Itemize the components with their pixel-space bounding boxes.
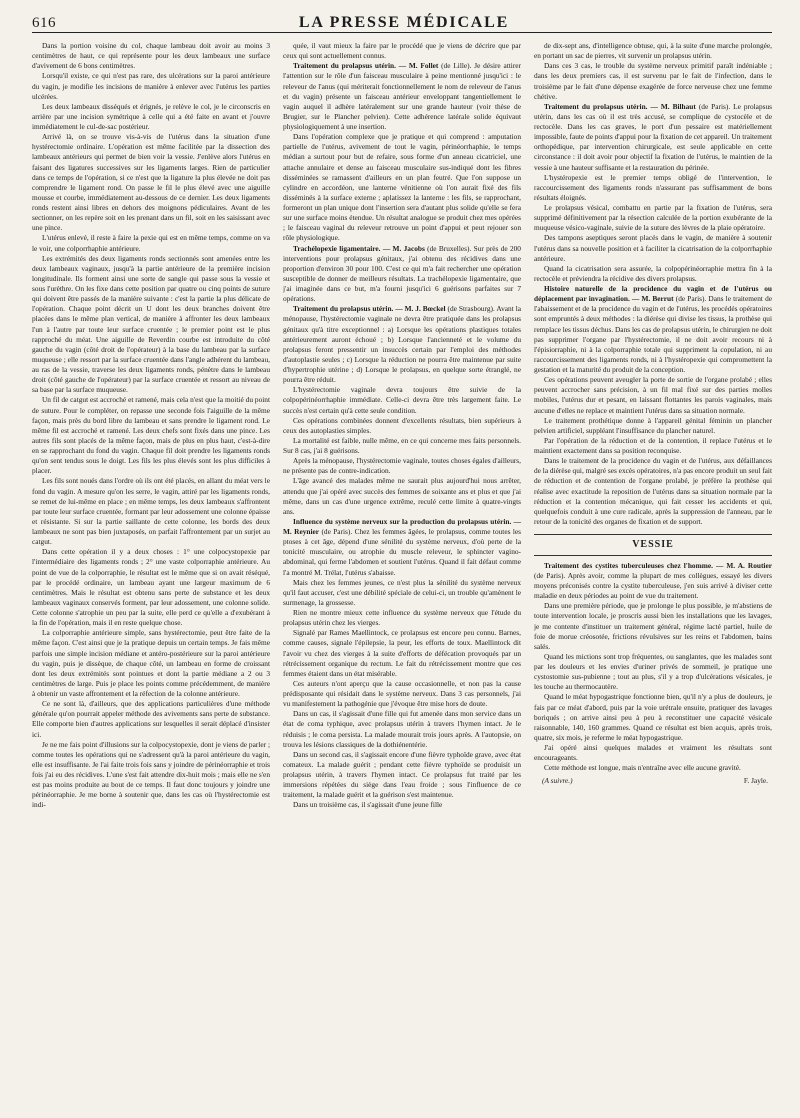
paragraph: Le prolapsus vésical, combattu en partie par la fixation de l'utérus, sera supprimé définitivement par la résection calculée de la portion exubérante de la muqueuse vésico-vaginale, suivie de la suture des lèvres de la plaie opératoire. bbox=[534, 203, 772, 233]
paragraph: Ces opérations peuvent aveugler la porte de sortie de l'organe prolabé ; elles peuvent accrocher sans précision, à un fil mal fixé sur des parties molles mobiles, l'utérus dur et pesant, en laissant flottantes les parois vaginales, mais aucune d'elles ne replace et maintient l'utérus dans sa situation normale. bbox=[534, 375, 772, 415]
communication-title: Histoire naturelle de la procidence du vagin et de l'utérus ou déplacement par invagination. — M. Berrut bbox=[534, 284, 772, 304]
paragraph: La colporraphie antérieure simple, sans hystérectomie, peut être faite de la même façon. C'est ainsi que je la pratique depuis un certain temps. Je fais même parfois une simple incision médiane et antéro-postérieure sur la paroi antérieure du vagin, puis je dissèque, de chaque côté, un lambeau en forme de croissant dont les deux extrémités sont pointues et dont la partie médiane a 2 ou 3 centimètres de large. Puis je place les points comme précédemment, de manière à obtenir un vaste affrontement et la réfection de la colonne antérieure. bbox=[32, 628, 270, 698]
communication-paragraph bbox=[283, 244, 521, 305]
paragraph: Je ne me fais point d'illusions sur la colpocystopexie, dont je viens de parler ; comme toutes les opérations qui ne s'adressent qu'à la paroi antérieure du vagin, elle est insuffisante. Je l'ai faite trois fois sans y joindre de périnéorraphie et trois fois j'ai eu des récidives. L'une s'est fait attendre dix-huit mois ; mais elle ne s'en est pas moins produite au bout de ce temps. Il faut donc toujours y joindre une périnéorraphie. Je me borne à soutenir que, dans les cas où l'hystérectomie est indi- bbox=[32, 739, 270, 810]
paragraph: Mais chez les femmes jeunes, ce n'est plus la sénilité du système nerveux qu'il faut accuser, c'est une débilité spéciale de celui-ci, un trouble qu'amènent le surmenage, la grossesse. bbox=[283, 577, 521, 607]
paragraph: Par l'opération de la réduction et de la contention, il replace l'utérus et le maintient exactement dans sa position reconquise. bbox=[534, 435, 772, 455]
author-signature: F. Jayle. bbox=[743, 776, 768, 786]
paragraph: La mortalité est faible, nulle même, en ce qui concerne mes faits personnels. Sur 8 cas, j'ai 8 guérisons. bbox=[283, 435, 521, 455]
communication-title: Traitement du prolapsus utérin. — M. Follet bbox=[293, 61, 439, 71]
communication-title: Traitement du prolapsus utérin. — M. J. Bœckel bbox=[293, 304, 446, 314]
page-number: 616 bbox=[32, 15, 56, 31]
paragraph: J'ai opéré ainsi quelques malades et vraiment les résultats sont encourageants. bbox=[534, 743, 772, 763]
paragraph: Arrivé là, on se trouve vis-à-vis de l'utérus dans la situation d'une hystérectomie ordinaire. L'opération est même facilitée par la dissection des lambeaux antérieurs qui permet de bien voir la vessie. J'enlève alors l'utérus en faisant des ligatures successives sur les ligaments larges. Rien de particulier dans ce temps de l'opération, si ce n'est que la ligature la plus élevée ne doit pas comprendre le ligament rond. On passe le fil le plus élevé avec une aiguille mousse et courbe, immédiatement au-dessous de ce dernier. Les deux ligaments ronds restent ainsi libres en dehors des moignons pédiculaires. Avant de les sectionner, on les repère soit en les prenant dans un fil, soit en les saisissant avec une pince. bbox=[32, 132, 270, 233]
column-right bbox=[534, 41, 772, 1113]
paragraph: Dans un troisième cas, il s'agissait d'une jeune fille bbox=[293, 800, 443, 810]
paragraph: Quand le méat hypogastrique fonctionne bien, qu'il n'y a plus de douleurs, je fais par ce méat d'abord, puis par la voie urétrale ensuite, pratiquer des lavages boriqués ; on arrive ainsi peu à peu à reconstituer une capacité vésicale raisonnable, 140, 160 grammes. Quand ce résultat est bien acquis, après trois, quatre, six mois, je referme le méat hypogastrique. bbox=[534, 692, 772, 742]
paragraph: L'âge avancé des malades même ne saurait plus aujourd'hui nous arrêter, attendu que j'ai opéré avec succès des femmes de soixante ans et plus et que j'ai même, dans un cas d'une urgence extrême, reculé cette limite à quatre-vingts ans. bbox=[283, 476, 521, 516]
paragraph: Un fil de catgut est accroché et ramené, mais cela n'est que la moitié du point de suture. Pour le compléter, on repasse une seconde fois l'aiguille de la même façon, mais près du bord libre du lambeau et sans prendre le ligament rond. Le même fil est accroché et ramené. Les deux chefs sont fixés dans une pince. Les autres fils sont placés de la même façon, mais de plus en plus haut, c'est-à-dire en se rapprochant du fond du vagin. Chaque fil doit prendre les ligaments ronds qu'on sent tendus sous le doigt. Les fils les plus élevés sont les plus difficiles à placer. bbox=[32, 395, 270, 476]
paragraph: Cette méthode est longue, mais n'entraîne avec elle aucune gravité. bbox=[544, 763, 741, 773]
paragraph: Dans une première période, que je prolonge le plus possible, je m'abstiens de toute intervention locale, je proscris aussi bien les installations que les lavages, je me contente d'instituer un traitement général, régime lacté partiel, huile de foie de morue créosotée, frictions révulsives sur les reins et l'abdomen, bains salés. bbox=[534, 601, 772, 651]
paragraph-text: (de Strasbourg). Avant la ménopause, l'hystérectomie vaginale ne devra être pratiquée dans les prolapsus génitaux qu'à titre exceptionnel : a) Lorsque les opérations plastiques totales antérieurement auront échoué ; b) Lorsque l'ancienneté et le volume du prolapsus feront pressentir un insuccès certain par l'emploi des méthodes d'autoplastie seules ; c) Lorsque la réduction ne pourra être maintenue par suite d'hypertrophie utérine ; d) Lorsque le prolapsus, en quelque sorte étranglé, ne pourra être réduit. bbox=[283, 304, 521, 385]
paragraph: quée, il vaut mieux la faire par le procédé que je viens de décrire que par ceux qui sont actuellement connus. bbox=[283, 41, 521, 61]
paragraph-text: (de Paris). Chez les femmes âgées, le prolapsus, comme toutes les ptoses à cet âge, dépend d'une sénilité du système nerveux, d'où perte de la tonicité musculaire, ou atrophie du muscle releveur, le sphincter vagino-abdominal, qui ferme l'abdomen et soutient l'utérus. Quand il fait défaut comme l'a montré M. Trélat, l'utérus s'abaisse. bbox=[283, 527, 521, 577]
paragraph: Ces auteurs n'ont aperçu que la cause occasionnelle, et non pas la cause prédisposante qui résidait dans le système nerveux. Dans 3 cas personnels, j'ai vu manifestement la pathogénie que j'évoque être mise hors de doute. bbox=[283, 678, 521, 709]
paragraph-text: (de Lille). Je désire attirer l'attention sur le rôle d'un faisceau musculaire à peine mentionné jusqu'ici : le releveur de l'anus (qui mériterait fonctionnellement le nom de releveur de l'anus et du vagin) présente un faisceau antérieur enveloppant tangentiellement le vagin auquel il adhère latéralement sur une grande hauteur (voir thèse de Brugier, sur le Plancher pelvien). Cette adhérence latérale solide équivaut physiologiquement à une insertion. bbox=[283, 61, 521, 131]
article-columns bbox=[32, 41, 772, 1113]
paragraph-text: (de Paris). Dans le traitement de l'abaissement et de la procidence du vagin et de l'utérus, les procédés opératoires sont empruntés à deux méthodes : la diérèse qui divise les tissus, la prothèse qui remplace les tissus déchus. Dans les cas de prolapsus utérin, le chirurgien ne doit pas supprimer l'organe par l'hystérectomie, il ne doit avoir recours ni à l'épisiorraphie, ni à la colporraphie totale qui suppriment la copulation, ni au raccourcissement des ligaments ronds, ni à l'hystéropexie qui compromettent la gestation et la maturité du produit de la conception. bbox=[534, 294, 772, 374]
page-header bbox=[32, 0, 772, 33]
communication-title: Traitement des cystites tuberculeuses chez l'homme. — M. A. Routier bbox=[544, 560, 772, 570]
paragraph: L'hystérectomie vaginale devra toujours être suivie de la colpopérinéorrhaphie immédiate. Celle-ci devra être très largement faite. Le succès n'est certain qu'à cette seule condition. bbox=[283, 385, 521, 415]
paragraph: Dans cette opération il y a deux choses : 1° une colpocystopexie par l'intermédiaire des ligaments ronds ; 2° une vaste colporraphie antérieure. Au point de vue de la colporraphie, le résultat est le même que si on avait réséqué, par le procédé ordinaire, un lambeau ayant une largeur maximum de 6 centimètres. Mais le résultat est obtenu sans perte de substance et les deux lambeaux vaginaux conservés forment, par leur adossement, une colonne solide. Cette colonne s'atrophie un peu par la suite, elle perd ce qu'elle a d'exubérant à la fin de l'opération, mais il en reste quelque chose. bbox=[32, 547, 270, 628]
communication-title: Traitement du prolapsus utérin. — M. Bilhaut bbox=[544, 101, 696, 111]
section-heading: VESSIE bbox=[534, 534, 772, 556]
communication-paragraph bbox=[283, 304, 521, 385]
communication-paragraph bbox=[283, 517, 521, 578]
paragraph: Dans un cas, il s'agissait d'une fille qui fut amenée dans mon service dans un état de coma typhique, avec prolapsus utérin à travers l'hymen intact. Je le réduisis ; le coma persista. La malade mourait trois jours après. A l'autopsie, on trouva les lésions classiques de la dothiénentérie. bbox=[283, 709, 521, 749]
paragraph: Dans la portion voisine du col, chaque lambeau doit avoir au moins 3 centimètres de haut, ce qui représente pour les deux lambeaux une surface d'avivement de 6 bons centimètres. bbox=[32, 41, 270, 71]
column-left bbox=[32, 41, 270, 1113]
communication-title: Influence du système nerveux sur la production du prolapsus utérin. — M. Reynier bbox=[283, 516, 521, 536]
paragraph: Dans l'opération complexe que je pratique et qui comprend : amputation partielle de l'utérus, avivement de tout le vagin, périnéorrhaphie, le temps médian a surtout pour but de refaire, sous forme d'un anneau cicatriciel, une attache annulaire et dense au faisceau musculaire sus-indiqué dont les fibres disséminées se ramassent d'ailleurs en un plan feutré. Que l'on suppose un cylindre en accordéon, une lanterne vénitienne où l'on aurait fixé des fils disséminés à la surface externe ; aplatissez la lanterne : les fils, se rapprochant, formeront un plan unique dont l'insertion sera d'autant plus solide qu'elle se fera sur une surface moins étendue. Un résultat analogue se produit chez mes opérées ; le faisceau vaginal du releveur retrouve un point d'appui et peut rejouer son rôle physiologique. bbox=[283, 132, 521, 243]
paragraph: Les extrémités des deux ligaments ronds sectionnés sont amenées entre les deux lambeaux vaginaux, jusqu'à la partie antérieure de la première incision longitudinale. Ils forment ainsi une sorte de sangle qui passe sous la vessie et sous l'urèthre. On les fixe dans cette position par quatre ou cinq points de suture qui doivent être passés de la manière suivante : c'est la partie la plus délicate de l'opération. Chaque point décrit un U dont les deux branches doivent être placées dans le même plan vertical, de manière à affronter les deux lambeaux l'un à l'autre par toute leur surface cruentée ; le premier point est le plus rapproché du méat. Une aiguille de Reverdin courbe est introduite du côté gauche du vagin (côté droit de l'opérateur) à la base du lambeau par la surface muqueuse ; elle ressort par la surface cruentée dans l'angle adhérent du lambeau, au ras de la vessie, traverse les deux ligaments ronds, pénètre dans le lambeau droit (côté gauche de l'opérateur) par la surface cruentée et ressort au niveau de sa base par la surface muqueuse. bbox=[32, 253, 270, 395]
paragraph: Lorsqu'il existe, ce qui n'est pas rare, des ulcérations sur la paroi antérieure du vagin, je modifie les incisions de manière à enlever avec l'utérus les parties ulcérées. bbox=[32, 71, 270, 101]
paragraph-text: (de Paris). Le prolapsus utérin, dans les cas où il est très accusé, se complique de cystocèle et de rectocèle. Dans les cas graves, le port d'un pessaire est matériellement impossible, faute de points d'appui pour la fixation de cet appareil. Un traitement orthopédique, par intervention chirurgicale, est seule applicable en cette circonstance : il doit avoir pour objectif la fixation de l'utérus, le maintien de la vessie à une hauteur suffisante et la restauration du périnée. bbox=[534, 101, 772, 172]
paragraph: Ce ne sont là, d'ailleurs, que des applications particulières d'une méthode générale qu'on pourrait appeler méthode des avivements sans perte de substance. Elle comporte bien d'autres applications sur lesquelles il serait déplacé d'insister ici. bbox=[32, 699, 270, 739]
paragraph: L'utérus enlevé, il reste à faire la pexie qui est en même temps, comme on va le voir, une colporrhaphie antérieure. bbox=[32, 233, 270, 253]
paragraph: L'hystéropexie est le premier temps obligé de l'intervention, le raccourcissement des ligaments ronds n'assurant pas suffisamment de bons résultats éloignés. bbox=[534, 172, 772, 202]
continuation-note: (A suivre.) bbox=[542, 776, 573, 786]
paragraph-text: (de Bruxelles). Sur près de 200 interventions pour prolapsus génitaux, j'ai obtenu des récidives dans une proportion d'environ 30 pour 100. C'est ce qui m'a fait rechercher une opération susceptible de donner de meilleurs résultats. La trachélopexie ligamentaire, que j'ai imaginée dans ce but, m'a fourni jusqu'ici 6 guérisons parfaites sur 7 opérations. bbox=[283, 243, 521, 304]
paragraph: Dans le traitement de la procidence du vagin et de l'utérus, aux défaillances de la diérèse qui, malgré ses excès opératoires, n'a pas encore produit un seul fait de réduction et de contention de l'organe prolabé, je préfère la prothèse qui réalise avec exactitude la reposition de l'utérus dans sa situation normale par la réduction et la contention mécanique, qui fait cesser les accidents et qui, quelquefois conduit à une cure radicale, après la suppression de l'anneau, par le retour de la tonicité des organes de fixation et de support. bbox=[534, 456, 772, 526]
paragraph: Dans un second cas, il s'agissait encore d'une fièvre typhoïde grave, avec état comateux. La malade guérit ; pendant cette fièvre typhoïde se produisit un prolapsus utérin, à travers l'hymen intact. Ce prolapsus fut traité par les immersions répétées du siège dans l'eau froide ; sous l'influence de ce traitement, la malade guérit et la guérison s'est maintenue. bbox=[283, 749, 521, 800]
paragraph: Le traitement prothétique donne à l'appareil génital féminin un plancher pelvien artificiel, suppléant l'insuffisance du plancher naturel. bbox=[534, 415, 772, 435]
paragraph: Les fils sont noués dans l'ordre où ils ont été placés, en allant du méat vers le fond du vagin. A mesure qu'on les serre, le vagin, attiré par les ligaments ronds, se remet de lui-même en place ; en même temps, les deux lambeaux s'affrontent par toute leur surface cruentée, formant par leur adossement une colonne épaisse et résistante. Si sur la partie saillante de cette colonne, les bords des deux lambeaux ne sont pas bien juxtaposés, on parfait l'affrontement par un surjet au catgut. bbox=[32, 476, 270, 547]
paragraph: Dans ces 3 cas, le trouble du système nerveux primitif paraît indéniable ; dans les deux premiers cas, il est survenu par le fait de l'infection, dans le troisième par le fait d'une dépense exagérée de force nerveuse chez une femme chétive. bbox=[534, 61, 772, 101]
paragraph: Les deux lambeaux disséqués et érignés, je relève le col, je le circonscris en arrière par une incision symétrique à celle qui a été faite en avant et j'ouvre immédiatement le cul-de-sac postérieur. bbox=[32, 101, 270, 131]
paragraph: Quand les mictions sont trop fréquentes, ou sanglantes, que les malades sont par les douleurs et les envies d'uriner privés de sommeil, je pratique une cystostomie sus-pubienne ; tout au plus, s'il y a trop d'ulcérations vésicales, je les touche au thermocautère. bbox=[534, 651, 772, 692]
paragraph: Ces opérations combinées donnent d'excellents résultats, bien supérieurs à ceux des autoplasties simples. bbox=[283, 415, 521, 435]
communication-paragraph bbox=[534, 284, 772, 375]
article-signature bbox=[534, 773, 772, 786]
paragraph: de dix-sept ans, d'intelligence obtuse, qui, à la suite d'une marche prolongée, en portant un sac de pierres, vit survenir un prolapsus utérin. bbox=[534, 41, 772, 61]
communication-paragraph bbox=[283, 61, 521, 132]
paragraph: Quand la cicatrisation sera assurée, la colpopérinéorraphie mettra fin à la rectocèle et préviendra la récidive des divers prolapsus. bbox=[534, 263, 772, 283]
communication-title: Trachélopexie ligamentaire. — M. Jacobs bbox=[293, 243, 425, 253]
paragraph: Des tampons aseptiques seront placés dans le vagin, de manière à soutenir l'utérus dans sa nouvelle position et à faciliter la cicatrisation de la colporrhaphie antérieure. bbox=[534, 233, 772, 263]
communication-paragraph bbox=[534, 561, 772, 602]
communication-paragraph bbox=[534, 102, 772, 173]
paragraph: Rien ne montre mieux cette influence du système nerveux que l'étude du prolapsus utérin chez les vierges. bbox=[283, 608, 521, 628]
paragraph: Signalé par Rames Maellintock, ce prolapsus est encore peu connu. Barnes, comme causes, signale l'épilepsie, la peur, les efforts de toux. Maellintock dit l'avoir vu chez des vierges à la suite d'efforts de défécation provoqués par un rétrécissement organique du rectum. Le fait du rétrécissement montre que ces femmes étaient dans un état misérable. bbox=[283, 628, 521, 678]
column-middle bbox=[283, 41, 521, 1113]
paragraph-text: (de Paris). Après avoir, comme la plupart de mes collègues, essayé les divers moyens préconisés contre la cystite tuberculeuse, j'en suis arrivé à diviser cette maladie en deux périodes au point de vue du traitement. bbox=[534, 570, 772, 601]
journal-title: LA PRESSE MÉDICALE bbox=[298, 14, 510, 31]
paragraph: Après la ménopause, l'hystérectomie vaginale, toutes choses égales d'ailleurs, ne présente pas de contre-indication. bbox=[283, 456, 521, 476]
